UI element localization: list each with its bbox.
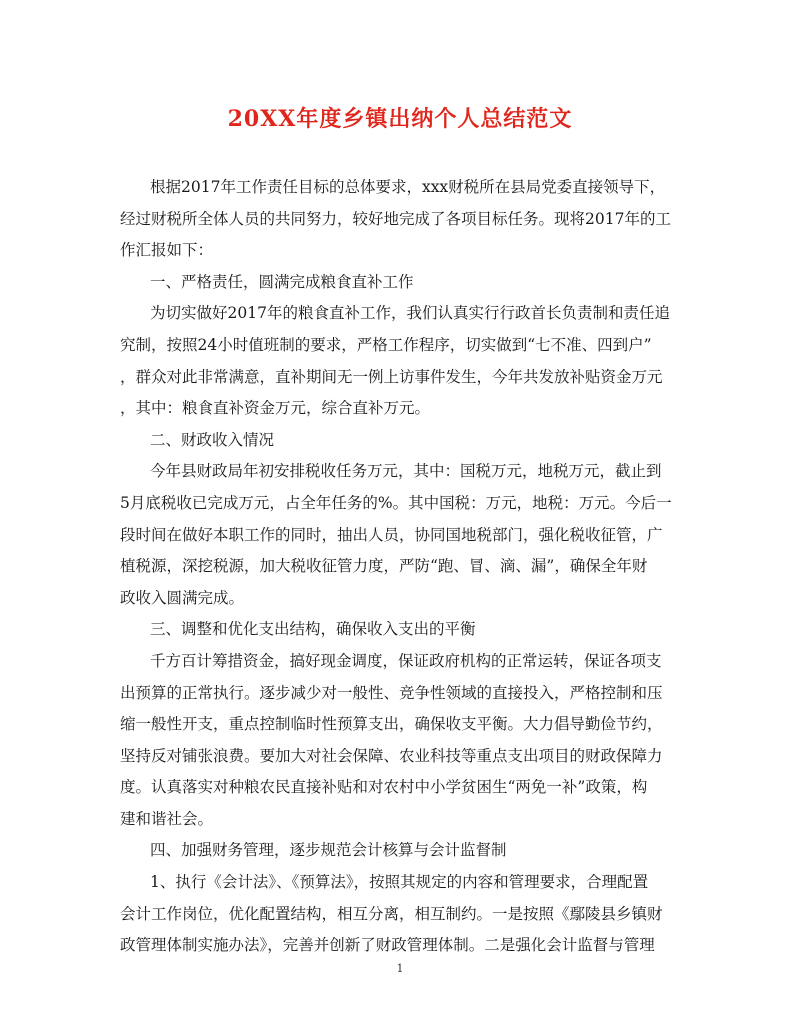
text-line: 植税源，深挖税源，加大税收征管力度，严防“跑、冒、滴、漏”，确保全年财 bbox=[120, 557, 648, 576]
text-line: 1、执行《会计法》、《预算法》，按照其规定的内容和管理要求，合理配置 bbox=[150, 873, 649, 892]
document-body bbox=[120, 172, 680, 962]
document-title: 20XX年度乡镇出纳个人总结范文 bbox=[227, 106, 573, 132]
text-line: 建和谐社会。 bbox=[120, 809, 214, 828]
page-number: 1 bbox=[396, 962, 404, 975]
text-line: 5月底税收已完成万元，占全年任务的%。其中国税：万元，地税：万元。今后一 bbox=[120, 493, 672, 512]
text-line: 四、加强财务管理，逐步规范会计核算与会计监督制 bbox=[150, 841, 507, 860]
text-line: 度。认真落实对种粮农民直接补贴和对农村中小学贫困生“两免一补”政策，构 bbox=[120, 778, 648, 797]
text-line: 政收入圆满完成。 bbox=[120, 588, 245, 607]
text-line: 段时间在做好本职工作的同时，抽出人员，协同国地税部门，强化税收征管，广 bbox=[120, 525, 663, 544]
text-line: 三、调整和优化支出结构，确保收入支出的平衡 bbox=[150, 620, 476, 639]
text-line: 坚持反对铺张浪费。要加大对社会保障、农业科技等重点支出项目的财政保障力 bbox=[120, 746, 663, 765]
text-line: 会计工作岗位，优化配置结构，相互分离，相互制约。一是按照《鄢陵县乡镇财 bbox=[120, 904, 663, 923]
text-line: 经过财税所全体人员的共同努力，较好地完成了各项目标任务。现将2017年的工 bbox=[120, 209, 671, 228]
text-line: ，其中：粮食直补资金万元，综合直补万元。 bbox=[120, 399, 431, 418]
text-line: 缩一般性开支，重点控制临时性预算支出，确保收支平衡。大力倡导勤俭节约， bbox=[120, 715, 663, 734]
text-line: 今年县财政局年初安排税收任务万元，其中：国税万元，地税万元，截止到 bbox=[150, 462, 662, 481]
text-line: 作汇报如下： bbox=[120, 241, 214, 260]
text-line: 二、财政收入情况 bbox=[150, 430, 275, 449]
text-line: 根据2017年工作责任目标的总体要求，xxx财税所在县局党委直接领导下， bbox=[150, 178, 666, 196]
text-line: 究制，按照24小时值班制的要求，严格工作程序，切实做到“七不准、四到户” bbox=[120, 335, 652, 354]
text-line: 政管理体制实施办法》，完善并创新了财政管理体制。二是强化会计监督与管理 bbox=[120, 936, 655, 955]
text-line: 千方百计筹措资金，搞好现金调度，保证政府机构的正常运转，保证各项支 bbox=[150, 651, 662, 670]
text-line: 为切实做好2017年的粮食直补工作，我们认真实行行政首长负责制和责任追 bbox=[150, 304, 670, 323]
text-line: 出预算的正常执行。逐步减少对一般性、竞争性领域的直接投入，严格控制和压 bbox=[120, 683, 663, 702]
text-line: ，群众对此非常满意，直补期间无一例上访事件发生，今年共发放补贴资金万元 bbox=[120, 367, 663, 386]
text-line: 一、严格责任，圆满完成粮食直补工作 bbox=[150, 272, 414, 291]
